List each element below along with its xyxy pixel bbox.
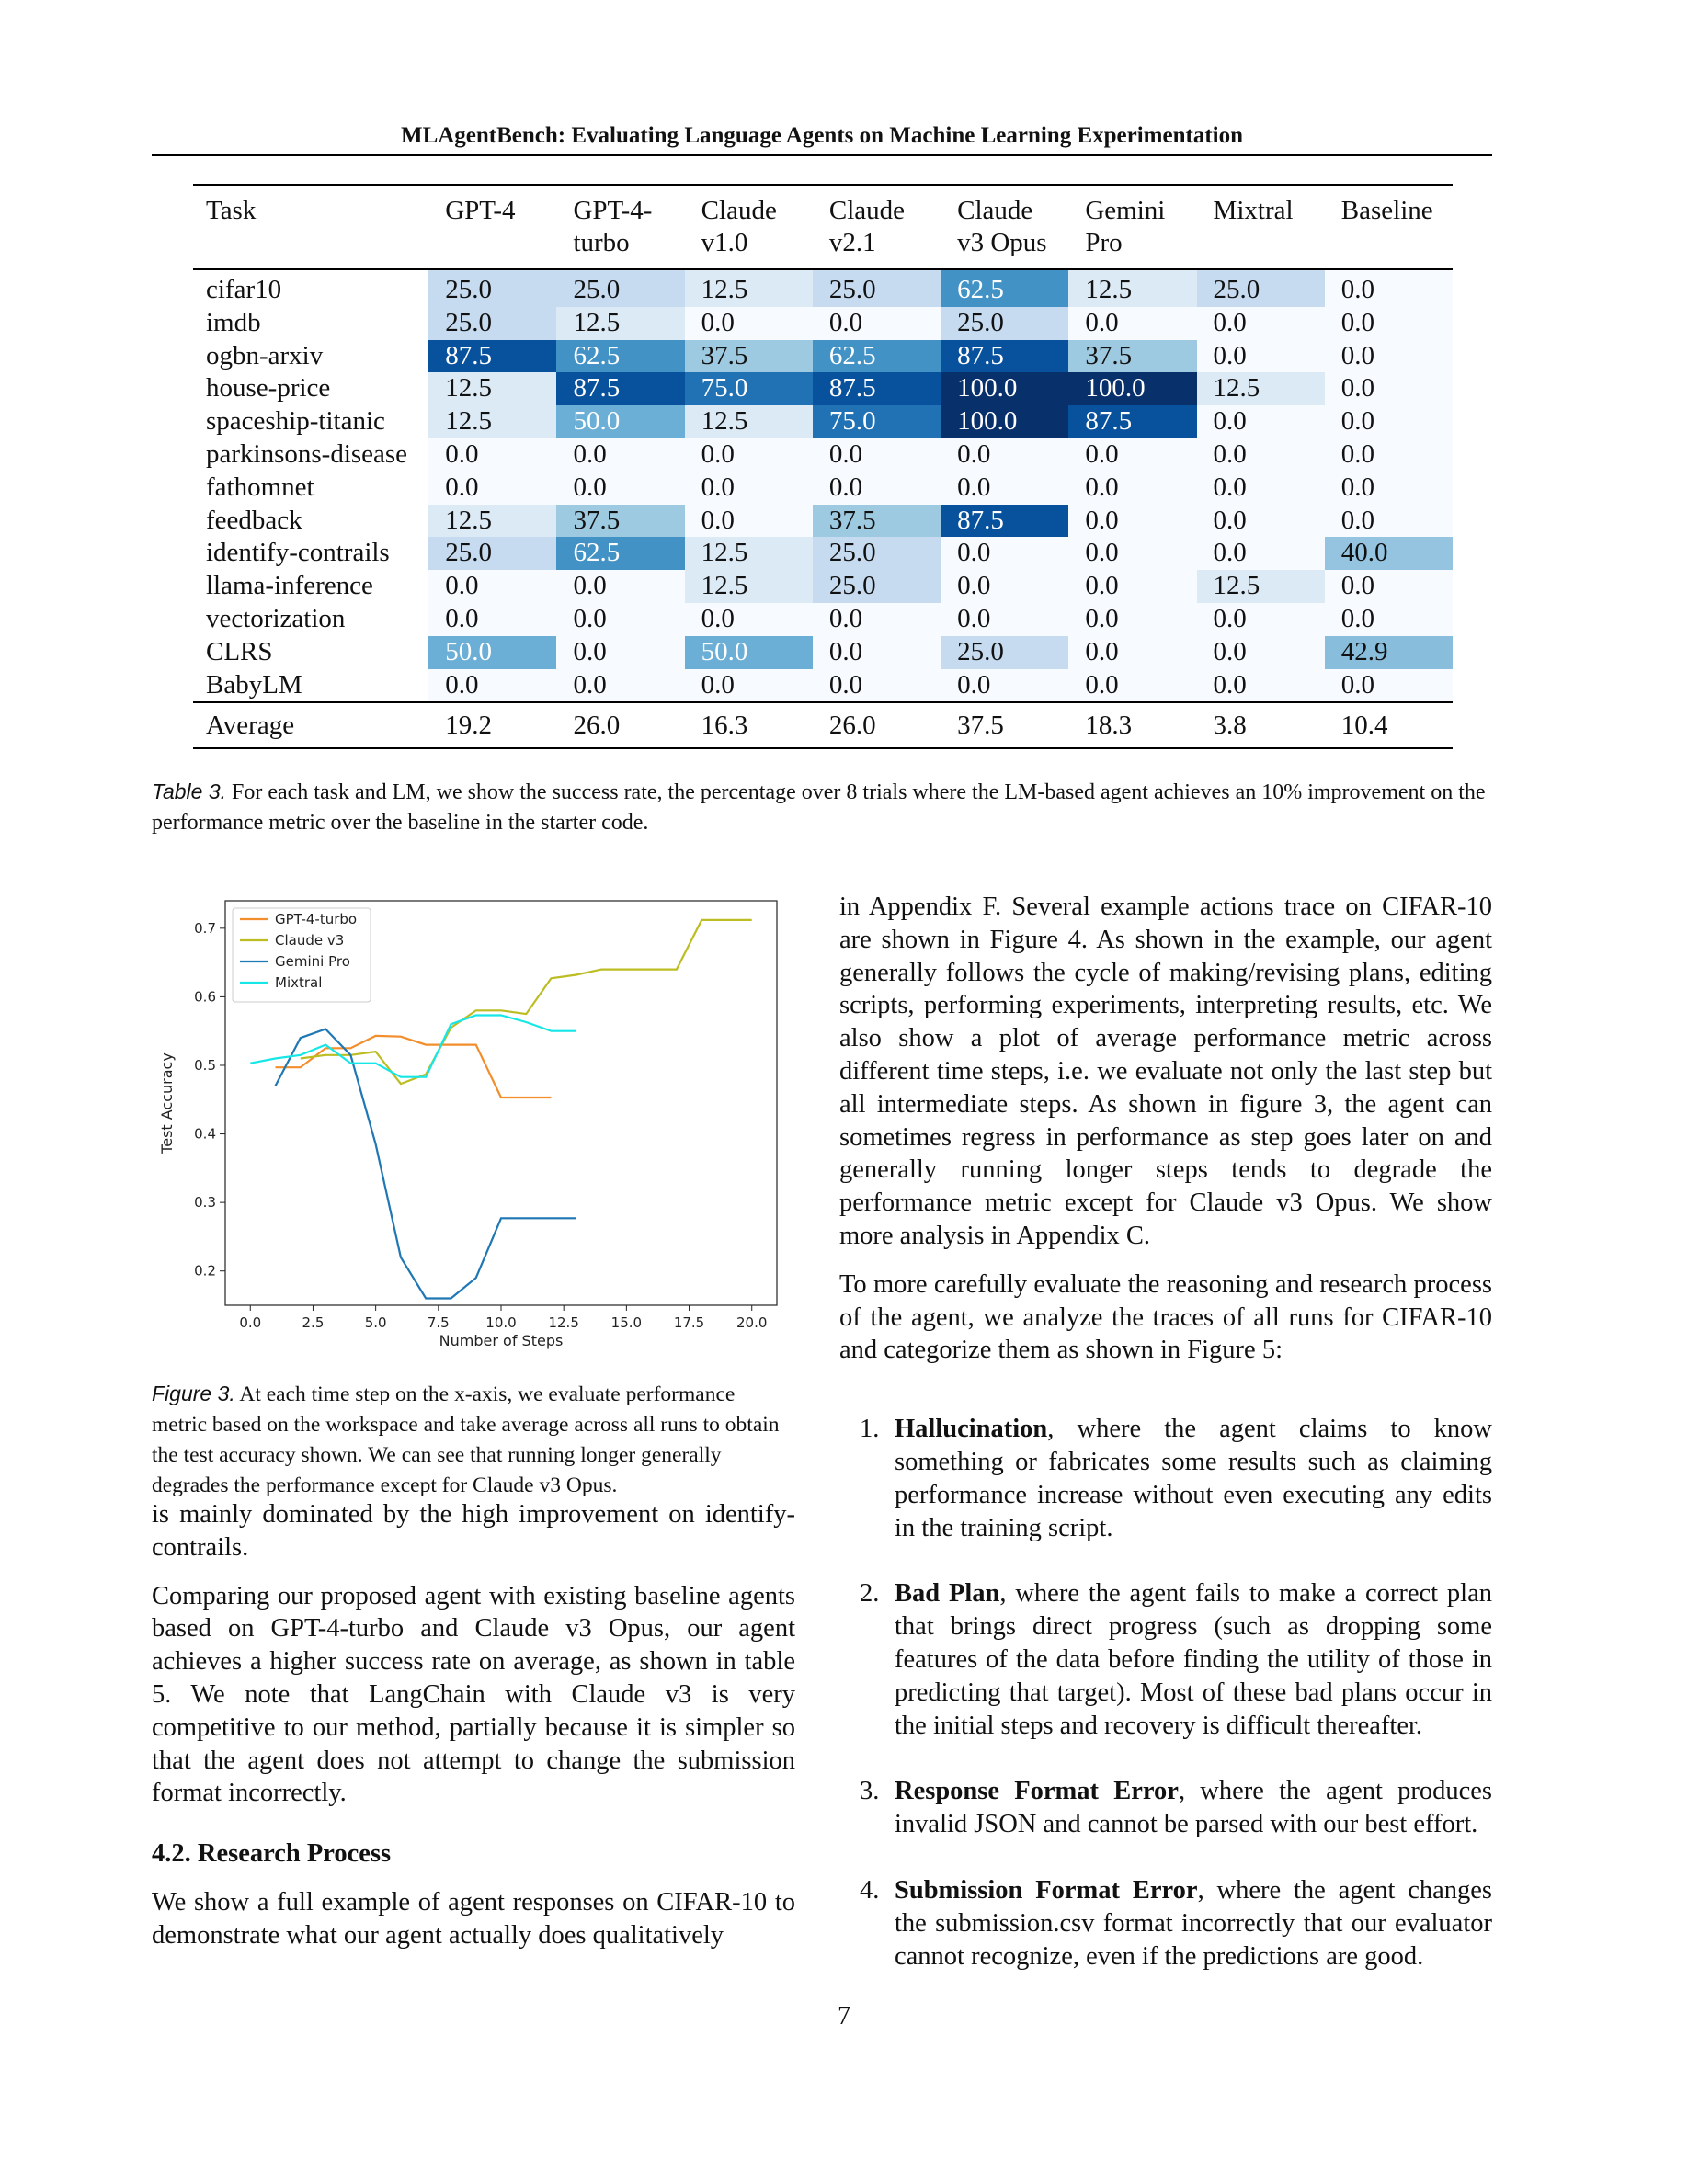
success-rate-cell: 12.5 (685, 269, 813, 307)
success-rate-cell: 12.5 (1068, 269, 1196, 307)
success-rate-cell: 0.0 (1325, 472, 1453, 505)
success-rate-cell: 12.5 (685, 405, 813, 438)
item-description: , where the agent changes the submission.csv format incorrectly that our evaluator cannot recognize, even if the predictions are good. (895, 1875, 1492, 1971)
success-rate-cell: 0.0 (1197, 472, 1325, 505)
column-header-model: Claude v3 Opus (957, 196, 1047, 257)
success-rate-cell: 0.0 (556, 438, 684, 472)
success-rate-cell: 0.0 (1325, 340, 1453, 373)
success-rate-cell: 0.0 (1197, 307, 1325, 340)
task-name: fathomnet (206, 472, 314, 502)
x-tick-label: 0.0 (239, 1314, 262, 1331)
left-paragraph-1: is mainly dominated by the high improvement on identify-contrails. (152, 1500, 795, 1562)
item-description: , where the agent produces invalid JSON and cannot be parsed with our best effort. (895, 1777, 1493, 1839)
success-rate-cell: 0.0 (428, 472, 556, 505)
error-category-item (839, 1413, 1492, 1544)
error-category-item (839, 1775, 1492, 1841)
y-tick-label: 0.2 (194, 1262, 216, 1280)
success-rate-cell: 42.9 (1325, 636, 1453, 669)
success-rate-cell: 0.0 (1068, 636, 1196, 669)
figure-caption-label: Figure 3. (152, 1382, 235, 1405)
success-rate-cell: 37.5 (1068, 340, 1196, 373)
table-row (193, 636, 1453, 669)
average-cell: 19.2 (445, 711, 492, 741)
task-name: CLRS (206, 636, 273, 666)
success-rate-cell: 0.0 (941, 603, 1068, 636)
x-tick-label: 17.5 (673, 1314, 705, 1331)
success-rate-cell: 0.0 (1325, 405, 1453, 438)
success-rate-cell: 25.0 (1197, 269, 1325, 307)
success-rate-cell: 0.0 (556, 669, 684, 703)
success-rate-cell: 75.0 (685, 372, 813, 405)
x-tick-label: 20.0 (736, 1314, 768, 1331)
success-rate-cell: 0.0 (1068, 570, 1196, 603)
success-rate-cell: 87.5 (813, 372, 941, 405)
success-rate-cell: 62.5 (556, 340, 684, 373)
page-number: 7 (838, 2002, 850, 2030)
table-row (193, 537, 1453, 570)
table-caption-text: For each task and LM, we show the success rate, the percentage over 8 trials where the LM-based agent achieves an 10% improvement on the performance metric over the baseline in the starter code. (152, 780, 1486, 835)
success-rate-cell: 0.0 (685, 603, 813, 636)
table-row (193, 340, 1453, 373)
x-axis-label: Number of Steps (439, 1332, 564, 1349)
column-header-model: Claude v1.0 (701, 196, 777, 257)
success-rate-cell: 0.0 (556, 472, 684, 505)
success-rate-cell: 0.0 (1325, 505, 1453, 538)
success-rate-cell: 0.0 (428, 669, 556, 703)
column-header-model: Gemini Pro (1085, 196, 1166, 257)
success-rate-cell: 0.0 (685, 505, 813, 538)
success-rate-cell: 0.0 (813, 603, 941, 636)
success-rate-cell: 12.5 (685, 570, 813, 603)
success-rate-cell: 0.0 (813, 472, 941, 505)
success-rate-cell: 37.5 (813, 505, 941, 538)
item-term: Submission Format Error (895, 1875, 1198, 1905)
success-rate-cell: 87.5 (556, 372, 684, 405)
table-caption-label: Table 3. (152, 779, 226, 803)
y-tick-label: 0.5 (194, 1056, 216, 1074)
success-rate-cell: 12.5 (685, 537, 813, 570)
success-rate-cell: 0.0 (1197, 669, 1325, 703)
success-rate-cell: 25.0 (428, 269, 556, 307)
x-tick-label: 2.5 (302, 1314, 325, 1331)
legend-label: Claude v3 (275, 932, 345, 949)
table-body (193, 269, 1453, 702)
success-rate-cell: 50.0 (685, 636, 813, 669)
success-rate-cell: 0.0 (1197, 340, 1325, 373)
success-rate-cell: 87.5 (941, 505, 1068, 538)
success-rate-cell: 0.0 (941, 537, 1068, 570)
item-term: Bad Plan (895, 1579, 1000, 1609)
error-category-item (839, 1577, 1492, 1742)
success-rate-cell: 0.0 (1197, 603, 1325, 636)
success-rate-cell: 0.0 (1325, 372, 1453, 405)
column-header-model: GPT-4 (445, 196, 516, 225)
column-header-model: Baseline (1340, 196, 1433, 225)
table-row (193, 505, 1453, 538)
table-row (193, 307, 1453, 340)
success-rate-cell: 0.0 (1068, 307, 1196, 340)
y-tick-label: 0.4 (194, 1125, 216, 1143)
success-rate-cell: 0.0 (1325, 570, 1453, 603)
item-number: 3. (860, 1777, 880, 1806)
column-header-model: Mixtral (1213, 196, 1294, 225)
task-name: spaceship-titanic (206, 406, 385, 437)
task-name: identify-contrails (206, 538, 390, 568)
success-rate-cell: 0.0 (1068, 537, 1196, 570)
task-name: house-price (206, 373, 331, 404)
success-rate-cell: 0.0 (685, 307, 813, 340)
x-tick-label: 5.0 (364, 1314, 387, 1331)
success-rate-cell: 12.5 (1197, 570, 1325, 603)
legend-label: Gemini Pro (275, 953, 350, 970)
success-rate-cell: 0.0 (941, 669, 1068, 703)
task-name: cifar10 (206, 275, 282, 304)
success-rate-cell: 87.5 (1068, 405, 1196, 438)
success-rate-cell: 0.0 (1068, 472, 1196, 505)
figure-caption-text: At each time step on the x-axis, we evaluate performance metric based on the workspace and take average across all runs to obtain the test accuracy shown. We can see that running longer generally degrades the performance except for Claude v3 Opus. (152, 1382, 780, 1497)
success-rate-cell: 87.5 (941, 340, 1068, 373)
success-rate-cell: 0.0 (813, 438, 941, 472)
right-column (839, 891, 1492, 2006)
success-rate-cell: 0.0 (941, 570, 1068, 603)
success-rate-cell: 0.0 (1068, 505, 1196, 538)
figure-caption (152, 1379, 795, 1501)
left-paragraph-2: Comparing our proposed agent with existing baseline agents based on GPT-4-turbo and Claude v3 Opus, our agent achieves a higher success rate on average, as shown in table 5. We note that LangChain with Claude v3 is very competitive to our method, partially because it is simpler so that the agent does not attempt to change the submission format incorrectly. (152, 1581, 795, 1808)
item-number: 1. (860, 1415, 880, 1444)
success-rate-cell: 0.0 (941, 472, 1068, 505)
table-row (193, 269, 1453, 307)
table-header-row (193, 185, 1453, 269)
y-tick-label: 0.7 (194, 919, 216, 937)
success-rate-cell: 0.0 (1197, 505, 1325, 538)
results-table-wrap (193, 184, 1453, 749)
success-rate-cell: 25.0 (813, 570, 941, 603)
table-row (193, 603, 1453, 636)
section-heading: 4.2. Research Process (152, 1839, 392, 1869)
success-rate-cell: 0.0 (813, 669, 941, 703)
success-rate-cell: 0.0 (556, 570, 684, 603)
average-cell: 26.0 (828, 711, 876, 741)
left-column (152, 1498, 795, 1968)
success-rate-cell: 0.0 (813, 636, 941, 669)
item-description: , where the agent claims to know something or fabricates some results such as claiming performance increase without even executing any edits in the training script. (895, 1415, 1492, 1542)
column-header-model: Claude v2.1 (828, 196, 906, 257)
success-rate-cell: 0.0 (556, 603, 684, 636)
success-rate-cell: 0.0 (685, 472, 813, 505)
success-rate-cell: 100.0 (941, 372, 1068, 405)
success-rate-cell: 50.0 (428, 636, 556, 669)
success-rate-cell: 40.0 (1325, 537, 1453, 570)
success-rate-cell: 0.0 (1325, 438, 1453, 472)
success-rate-cell: 0.0 (1068, 603, 1196, 636)
task-name: vectorization (206, 603, 346, 633)
success-rate-cell: 25.0 (813, 537, 941, 570)
table-row (193, 570, 1453, 603)
item-number: 4. (860, 1875, 880, 1905)
table-row (193, 669, 1453, 703)
success-rate-cell: 0.0 (941, 438, 1068, 472)
success-rate-cell: 12.5 (428, 372, 556, 405)
success-rate-cell: 62.5 (813, 340, 941, 373)
success-rate-cell: 0.0 (1197, 405, 1325, 438)
table-average-row (193, 702, 1453, 748)
success-rate-cell: 0.0 (556, 636, 684, 669)
x-tick-label: 7.5 (427, 1314, 450, 1331)
table-row (193, 472, 1453, 505)
item-description: , where the agent fails to make a correct plan that brings direct progress (such as dropping some features of the data before finding the utility of those in predicting that target). Most of these bad plans occur in the initial steps and recovery is difficult thereafter. (895, 1579, 1492, 1740)
line-chart (152, 892, 795, 1360)
task-name: feedback (206, 505, 302, 535)
average-cell: 3.8 (1213, 711, 1247, 741)
average-cell: 16.3 (701, 711, 748, 741)
column-header-task: Task (206, 196, 257, 225)
x-tick-label: 12.5 (548, 1314, 579, 1331)
table-row (193, 405, 1453, 438)
success-rate-cell: 0.0 (1197, 438, 1325, 472)
running-header: MLAgentBench: Evaluating Language Agents on Machine Learning Experimentation (152, 123, 1492, 156)
item-term: Hallucination (895, 1415, 1048, 1444)
item-number: 2. (860, 1579, 880, 1609)
success-rate-cell: 100.0 (941, 405, 1068, 438)
success-rate-cell: 25.0 (556, 269, 684, 307)
success-rate-cell: 25.0 (428, 307, 556, 340)
success-rate-cell: 25.0 (941, 636, 1068, 669)
average-cell: 26.0 (573, 711, 621, 741)
success-rate-cell: 0.0 (1197, 636, 1325, 669)
success-rate-cell: 25.0 (813, 269, 941, 307)
legend-label: Mixtral (275, 974, 323, 991)
success-rate-cell: 0.0 (685, 438, 813, 472)
table-row (193, 438, 1453, 472)
results-table (193, 184, 1453, 749)
success-rate-cell: 50.0 (556, 405, 684, 438)
y-tick-label: 0.3 (194, 1194, 216, 1211)
average-label: Average (206, 711, 295, 741)
task-name: parkinsons-disease (206, 438, 408, 469)
success-rate-cell: 0.0 (813, 307, 941, 340)
success-rate-cell: 0.0 (685, 669, 813, 703)
legend-label: GPT-4-turbo (275, 911, 358, 927)
task-name: imdb (206, 307, 261, 337)
success-rate-cell: 0.0 (1068, 438, 1196, 472)
average-cell: 18.3 (1085, 711, 1133, 741)
column-header-model: GPT-4- turbo (573, 196, 653, 257)
item-term: Response Format Error (895, 1777, 1179, 1806)
success-rate-cell: 12.5 (556, 307, 684, 340)
success-rate-cell: 75.0 (813, 405, 941, 438)
success-rate-cell: 0.0 (428, 570, 556, 603)
table-caption (152, 777, 1492, 838)
average-cell: 37.5 (957, 711, 1004, 741)
average-cell: 10.4 (1340, 711, 1388, 741)
y-tick-label: 0.6 (194, 988, 216, 1006)
success-rate-cell: 37.5 (556, 505, 684, 538)
right-paragraph-1: in Appendix F. Several example actions trace on CIFAR-10 are shown in Figure 4. As shown in the example, our agent generally follows the cycle of making/revising plans, editing scripts, performing experiments, interpreting results, etc. We also show a plot of average performance metric across different time steps, i.e. we evaluate not only the last step but all intermediate steps. As shown in figure 3, the agent can sometimes regress in performance as step goes later on and generally running longer steps tends to degrade the performance metric except for Claude v3 Opus. We show more analysis in Appendix C. (839, 893, 1492, 1250)
task-name: ogbn-arxiv (206, 340, 324, 370)
error-category-list (839, 1413, 1492, 1973)
success-rate-cell: 0.0 (1325, 669, 1453, 703)
success-rate-cell: 100.0 (1068, 372, 1196, 405)
success-rate-cell: 0.0 (1068, 669, 1196, 703)
success-rate-cell: 0.0 (1325, 269, 1453, 307)
y-axis-label: Test Accuracy (158, 1052, 176, 1154)
success-rate-cell: 25.0 (941, 307, 1068, 340)
success-rate-cell: 0.0 (428, 603, 556, 636)
success-rate-cell: 12.5 (1197, 372, 1325, 405)
error-category-item (839, 1874, 1492, 1973)
success-rate-cell: 62.5 (941, 269, 1068, 307)
success-rate-cell: 0.0 (1197, 537, 1325, 570)
success-rate-cell: 37.5 (685, 340, 813, 373)
success-rate-cell: 62.5 (556, 537, 684, 570)
success-rate-cell: 25.0 (428, 537, 556, 570)
success-rate-cell: 0.0 (428, 438, 556, 472)
right-paragraph-2: To more carefully evaluate the reasoning and research process of the agent, we analyze the traces of all runs for CIFAR-10 and categorize them as shown in Figure 5: (839, 1269, 1492, 1365)
success-rate-cell: 12.5 (428, 405, 556, 438)
success-rate-cell: 12.5 (428, 505, 556, 538)
success-rate-cell: 87.5 (428, 340, 556, 373)
task-name: llama-inference (206, 571, 373, 601)
x-tick-label: 15.0 (610, 1314, 643, 1331)
success-rate-cell: 0.0 (1325, 603, 1453, 636)
success-rate-cell: 0.0 (1325, 307, 1453, 340)
task-name: BabyLM (206, 669, 302, 700)
left-paragraph-3: We show a full example of agent responses on CIFAR-10 to demonstrate what our agent actually does qualitatively (152, 1887, 795, 1950)
x-tick-label: 10.0 (485, 1314, 517, 1331)
figure-3 (152, 892, 795, 1360)
table-row (193, 372, 1453, 405)
